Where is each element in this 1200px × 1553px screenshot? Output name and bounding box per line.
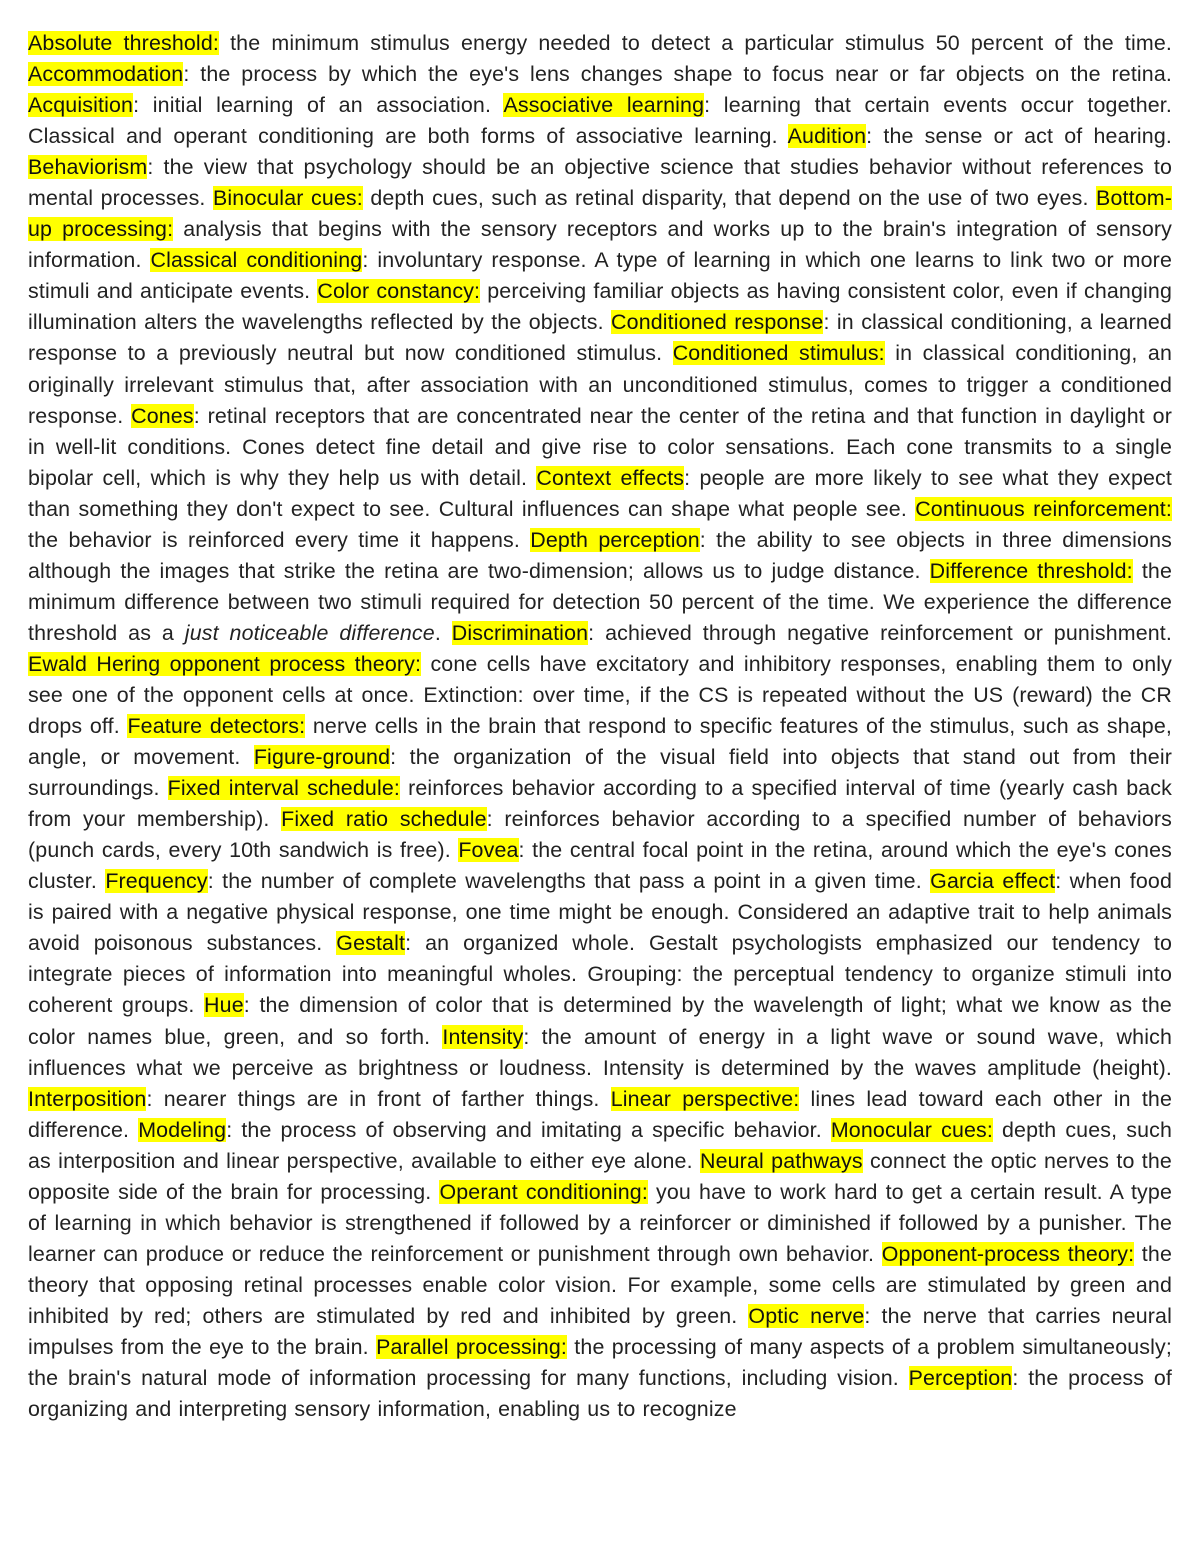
glossary-definition: depth cues, such as retinal disparity, that depend on the use of two eyes. [362,186,1097,211]
glossary-definition: in classical conditioning, an originally irrelevant stimulus that, after association with an unconditioned stimulus, comes to trigger a conditioned response. [28,341,1172,428]
glossary-definition: lines lead toward each other in the difference. [28,1086,1172,1142]
glossary-term: Difference threshold: [929,558,1133,583]
glossary-definition: : nearer things are in front of farther things. [146,1086,611,1111]
glossary-term: Hue [204,993,244,1018]
glossary-term: Context effects [536,465,685,490]
glossary-emphasis: just noticeable difference [184,620,435,645]
glossary-definition-tail: . [434,620,452,645]
glossary-term: Continuous reinforcement: [915,496,1172,521]
glossary-term: Neural pathways [699,1148,863,1173]
glossary-term: Acquisition [28,93,134,118]
glossary-term: Behaviorism [28,155,148,180]
glossary-term: Conditioned stimulus: [672,341,885,366]
glossary-definition: cone cells have excitatory and inhibitory responses, enabling them to only see one of the opponent cells at once. Extinction: over time, if the CS is repeated without the US (reward) the CR drops off. [28,651,1173,739]
glossary-definition: : the central focal point in the retina, around which the eye's cones cluster. [28,838,1172,894]
glossary-definition: : in classical conditioning, a learned response to a previously neutral but now conditioned stimulus. [28,310,1172,366]
glossary-term: Ewald Hering opponent process theory: [28,651,422,676]
glossary-definition: the processing of many aspects of a problem simultaneously; the brain's natural mode of information processing for many functions, including vision. [28,1334,1172,1391]
glossary-term: Perception [908,1366,1013,1391]
glossary-definition: analysis that begins with the sensory receptors and works up to the brain's integration of sensory information. [28,217,1172,273]
glossary-term: Fixed interval schedule: [167,776,400,801]
glossary-definition: : learning that certain events occur together. Classical and operant conditioning are both forms of associative learning. [28,93,1172,149]
glossary-definition: : the amount of energy in a light wave or sound wave, which influences what we perceive as brightness or loudness. Intensity is determined by the waves amplitude (height). [28,1024,1172,1080]
glossary-definition: the theory that opposing retinal processes enable color vision. For example, some cells are stimulated by green and inhibited by red; others are stimulated by red and inhibited by green. [28,1241,1172,1328]
glossary-definition: reinforces behavior according to a specified interval of time (yearly cash back from your membership). [28,776,1172,832]
glossary-definition: the behavior is reinforced every time it happens. [28,527,531,552]
glossary-definition: nerve cells in the brain that respond to specific features of the stimulus, such as shape, angle, or movement. [28,714,1172,770]
glossary-term: Absolute threshold: [28,31,219,55]
glossary-definition: connect the optic nerves to the opposite side of the brain for processing. [28,1148,1172,1204]
glossary-term: Gestalt [336,931,406,956]
glossary-term: Monocular cues: [830,1117,993,1142]
glossary-term: Operant conditioning: [439,1179,648,1204]
glossary-definition: : the dimension of color that is determined by the wavelength of light; what we know as the color names blue, green, and so forth. [28,993,1172,1049]
glossary-definition: : initial learning of an association. [133,93,504,118]
glossary-definition: : retinal receptors that are concentrated near the center of the retina and that function in daylight or in well-lit conditions. Cones detect fine detail and give rise to color sensations. Each cone transmits to a single bipolar cell, which is why they help us with detail. [28,403,1172,490]
glossary-definition: : the view that psychology should be an objective science that studies behavior without references to mental processes. [28,155,1172,211]
glossary-term: Discrimination [451,620,589,645]
glossary-definition: : the organization of the visual field into objects that stand out from their surroundings. [28,745,1172,801]
glossary-term: Optic nerve [748,1303,865,1328]
glossary-term: Audition [787,124,867,149]
glossary-term: Fixed ratio schedule [281,807,487,832]
glossary-term: Bottom-up processing: [28,186,1172,242]
glossary-term: Figure-ground [253,745,391,770]
glossary-definition: : the process of organizing and interpreting sensory information, enabling us to recognize [28,1366,1172,1422]
glossary-definition: : the number of complete wavelengths that pass a point in a given time. [207,869,931,894]
glossary-term: Linear perspective: [610,1086,800,1111]
glossary-term: Color constancy: [317,279,481,304]
glossary-paragraph [28,28,1172,1425]
glossary-term: Cones [131,403,194,428]
glossary-term: Garcia effect [930,869,1056,894]
glossary-term: Depth perception [530,527,700,552]
glossary-definition: : people are more likely to see what they expect than something they don't expect to see. Cultural influences can shape what people see. [28,465,1172,521]
glossary-definition: : when food is paired with a negative physical response, one time might be enough. Considered an adaptive trait to help animals avoid poisonous substances. [28,869,1172,956]
glossary-term: Parallel processing: [376,1334,567,1359]
glossary-definition: : the ability to see objects in three dimensions although the images that strike the retina are two-dimension; allows us to judge distance. [28,527,1172,583]
glossary-term: Associative learning [503,93,705,118]
glossary-term: Accommodation [28,62,184,87]
glossary-definition: : involuntary response. A type of learning in which one learns to link two or more stimuli and anticipate events. [28,248,1173,304]
glossary-term: Frequency [105,869,208,894]
glossary-term: Classical conditioning [150,248,363,273]
glossary-term: Binocular cues: [212,186,363,211]
glossary-definition: : the sense or act of hearing. [866,124,1172,149]
glossary-definition: : the nerve that carries neural impulses from the eye to the brain. [28,1303,1173,1359]
glossary-definition: : the process of observing and imitating a specific behavior. [226,1117,831,1142]
glossary-definition: : reinforces behavior according to a specified number of behaviors (punch cards, every 10th sandwich is free). [28,807,1172,863]
glossary-definition: depth cues, such as interposition and linear perspective, available to either eye alone. [28,1117,1173,1173]
glossary-definition: perceiving familiar objects as having consistent color, even if changing illumination alters the wavelengths reflected by the objects. [28,279,1173,335]
glossary-term: Feature detectors: [127,714,306,739]
glossary-term: Conditioned response [611,310,824,335]
glossary-term: Intensity [442,1024,524,1049]
glossary-definition: the minimum stimulus energy needed to detect a particular stimulus 50 percent of the time. [218,31,1172,55]
glossary-term: Opponent-process theory: [881,1241,1135,1266]
glossary-definition: : an organized whole. Gestalt psychologists emphasized our tendency to integrate pieces of information into meaningful wholes. Grouping: the perceptual tendency to organize stimuli into coherent groups. [28,931,1172,1018]
glossary-term: Modeling [138,1117,227,1142]
glossary-definition: you have to work hard to get a certain result. A type of learning in which behavior is strengthened if followed by a reinforcer or diminished if followed by a punisher. The learner can produce or reduce the reinforcement or punishment through own behavior. [28,1179,1172,1266]
glossary-term: Interposition [28,1086,147,1111]
glossary-term: Fovea [458,838,519,863]
glossary-definition: the minimum difference between two stimuli required for detection 50 percent of the time. We experience the difference threshold as a [28,558,1173,645]
glossary-definition: : achieved through negative reinforcement or punishment. [588,620,1172,645]
glossary-definition: : the process by which the eye's lens changes shape to focus near or far objects on the retina. [183,62,1172,87]
